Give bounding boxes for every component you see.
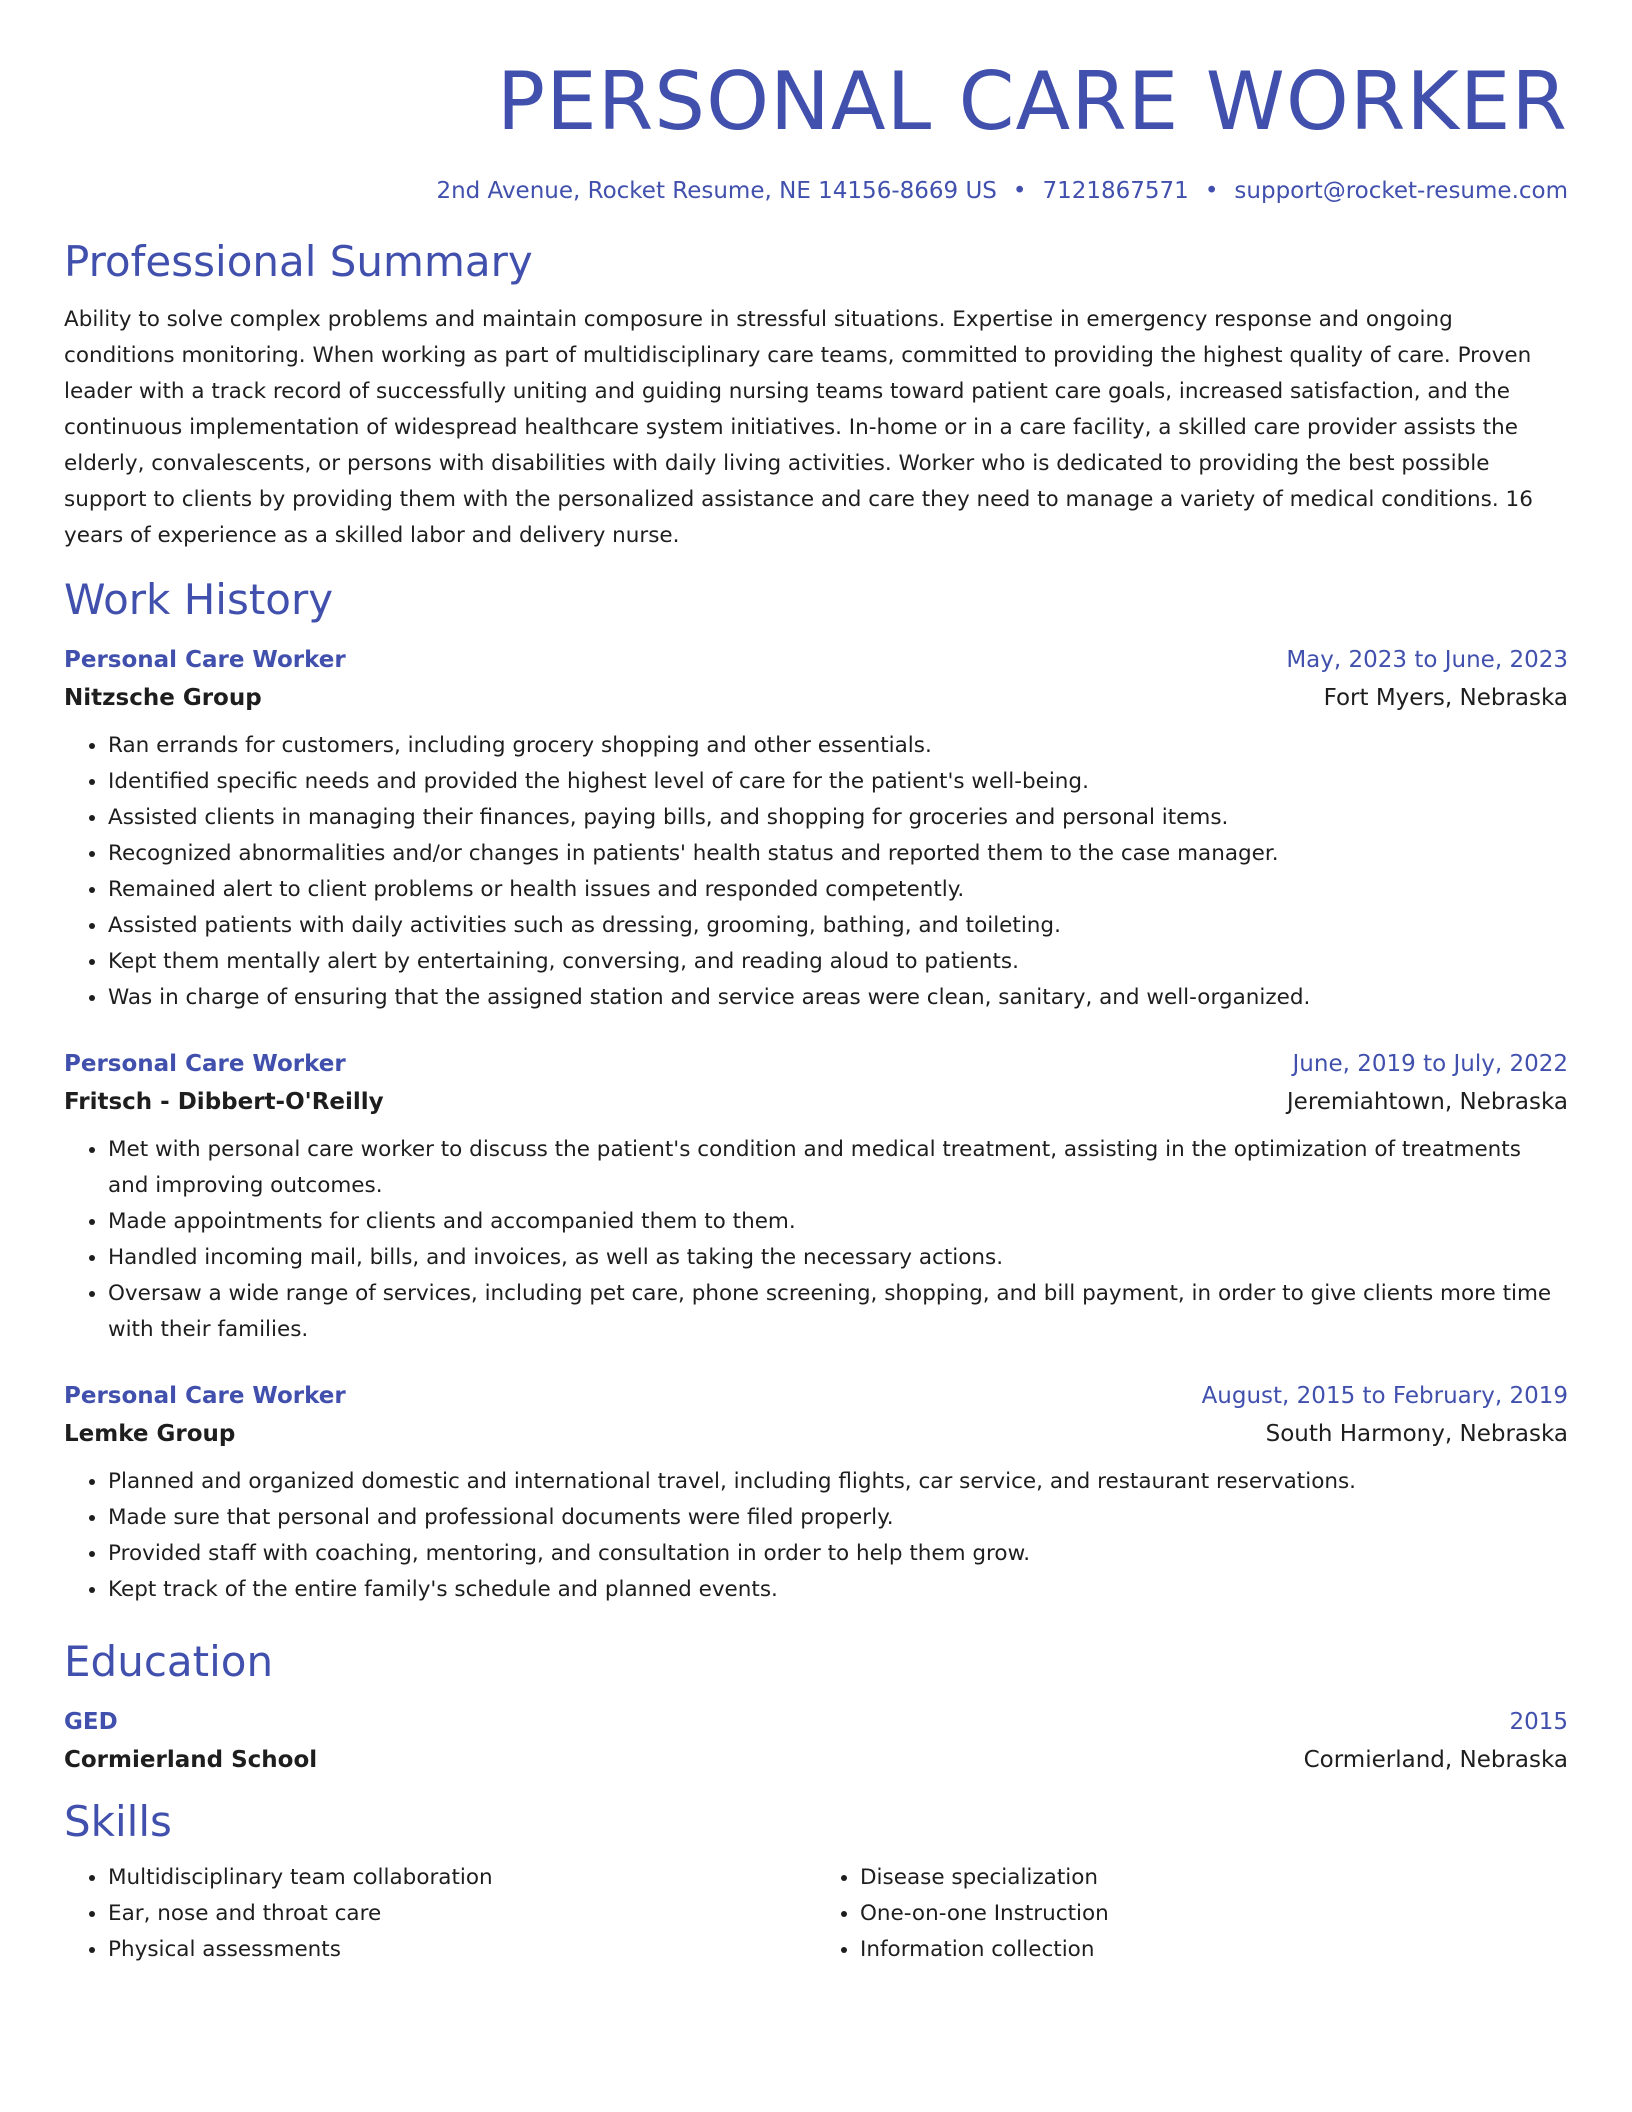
contact-address: 2nd Avenue, Rocket Resume, NE 14156-8669 US — [436, 178, 997, 204]
education-entry — [64, 1704, 1568, 1780]
education-school: Cormierland School — [64, 1747, 318, 1773]
job-bullet: • Assisted patients with daily activities such as dressing, grooming, bathing, and toileting. — [108, 908, 1568, 944]
summary-text: Ability to solve complex problems and maintain composure in stressful situations. Expertise in emergency response and ongoing conditions monitoring. When working as part of multidisciplinary care teams, committed to providing the highest quality of care. Proven leader with a track record of successfully uniting and guiding nursing teams toward patient care goals, increased satisfaction, and the continuous implementation of widespread healthcare system initiatives. In-home or in a care facility, a skilled care provider assists the elderly, convalescents, or persons with disabilities with daily living activities. Worker who is dedicated to providing the best possible support to clients by providing them with the personalized assistance and care they need to manage a variety of medical conditions. 16 years of experience as a skilled labor and delivery nurse. — [64, 307, 1533, 548]
job-bullet: • Recognized abnormalities and/or changes in patients' health status and reported them to the case manager. — [108, 836, 1568, 872]
job-bullet: • Kept them mentally alert by entertaining, conversing, and reading aloud to patients. — [108, 944, 1568, 980]
skill-item: • Ear, nose and throat care — [108, 1896, 816, 1932]
job-bullet: • Was in charge of ensuring that the assigned station and service areas were clean, sanitary, and well-organized. — [108, 980, 1568, 1016]
job-bullet: • Kept track of the entire family's schedule and planned events. — [108, 1572, 1568, 1608]
job-bullet: • Oversaw a wide range of services, including pet care, phone screening, shopping, and bill payment, in order to give clients more time with their families. — [108, 1276, 1568, 1348]
job-dates: June, 2019 to July, 2022 — [1292, 1051, 1568, 1077]
job-bullet: • Planned and organized domestic and international travel, including flights, car service, and restaurant reservations. — [108, 1464, 1568, 1500]
skills-column-left — [64, 1860, 816, 1968]
summary-heading: Professional Summary — [64, 237, 533, 286]
job-bullets — [64, 1132, 1568, 1348]
job-bullets — [64, 1464, 1568, 1608]
job-entry — [64, 1046, 1568, 1348]
job-company: Lemke Group — [64, 1421, 236, 1447]
job-location: Jeremiahtown, Nebraska — [1286, 1089, 1568, 1115]
contact-separator: • — [1204, 178, 1219, 204]
skill-item: • Disease specialization — [860, 1860, 1568, 1896]
job-title: Personal Care Worker — [64, 1051, 346, 1077]
resume-title: PERSONAL CARE WORKER — [496, 55, 1568, 148]
contact-line — [64, 176, 1568, 206]
skill-item: • One-on-one Instruction — [860, 1896, 1568, 1932]
job-title: Personal Care Worker — [64, 647, 346, 673]
contact-separator: • — [1012, 178, 1027, 204]
work-history-heading: Work History — [64, 575, 334, 624]
contact-phone: 7121867571 — [1042, 178, 1189, 204]
job-entry — [64, 642, 1568, 1016]
education-heading: Education — [64, 1637, 274, 1686]
job-company: Nitzsche Group — [64, 685, 262, 711]
skill-item: • Information collection — [860, 1932, 1568, 1968]
skills-column-right — [816, 1860, 1568, 1968]
education-degree: GED — [64, 1709, 118, 1735]
job-dates: May, 2023 to June, 2023 — [1286, 647, 1568, 673]
skills-list — [64, 1860, 1568, 1968]
job-location: South Harmony, Nebraska — [1265, 1421, 1568, 1447]
job-dates: August, 2015 to February, 2019 — [1201, 1383, 1568, 1409]
job-bullet: • Remained alert to client problems or health issues and responded competently. — [108, 872, 1568, 908]
job-bullet: • Identified specific needs and provided the highest level of care for the patient's well-being. — [108, 764, 1568, 800]
contact-email[interactable]: support@rocket-resume.com — [1234, 178, 1568, 204]
skill-item: • Multidisciplinary team collaboration — [108, 1860, 816, 1896]
education-year: 2015 — [1509, 1709, 1568, 1735]
skill-item: • Physical assessments — [108, 1932, 816, 1968]
skills-heading: Skills — [64, 1797, 172, 1846]
job-company: Fritsch - Dibbert-O'Reilly — [64, 1089, 384, 1115]
job-bullet: • Made sure that personal and professional documents were filed properly. — [108, 1500, 1568, 1536]
job-entry — [64, 1378, 1568, 1608]
job-bullet: • Made appointments for clients and accompanied them to them. — [108, 1204, 1568, 1240]
job-bullets — [64, 728, 1568, 1016]
job-bullet: • Ran errands for customers, including grocery shopping and other essentials. — [108, 728, 1568, 764]
job-bullet: • Assisted clients in managing their finances, paying bills, and shopping for groceries and personal items. — [108, 800, 1568, 836]
education-location: Cormierland, Nebraska — [1303, 1747, 1568, 1773]
job-bullet: • Provided staff with coaching, mentoring, and consultation in order to help them grow. — [108, 1536, 1568, 1572]
job-location: Fort Myers, Nebraska — [1323, 685, 1568, 711]
job-bullet: • Handled incoming mail, bills, and invoices, as well as taking the necessary actions. — [108, 1240, 1568, 1276]
job-bullet: • Met with personal care worker to discuss the patient's condition and medical treatment, assisting in the optimization of treatments and improving outcomes. — [108, 1132, 1568, 1204]
job-title: Personal Care Worker — [64, 1383, 346, 1409]
